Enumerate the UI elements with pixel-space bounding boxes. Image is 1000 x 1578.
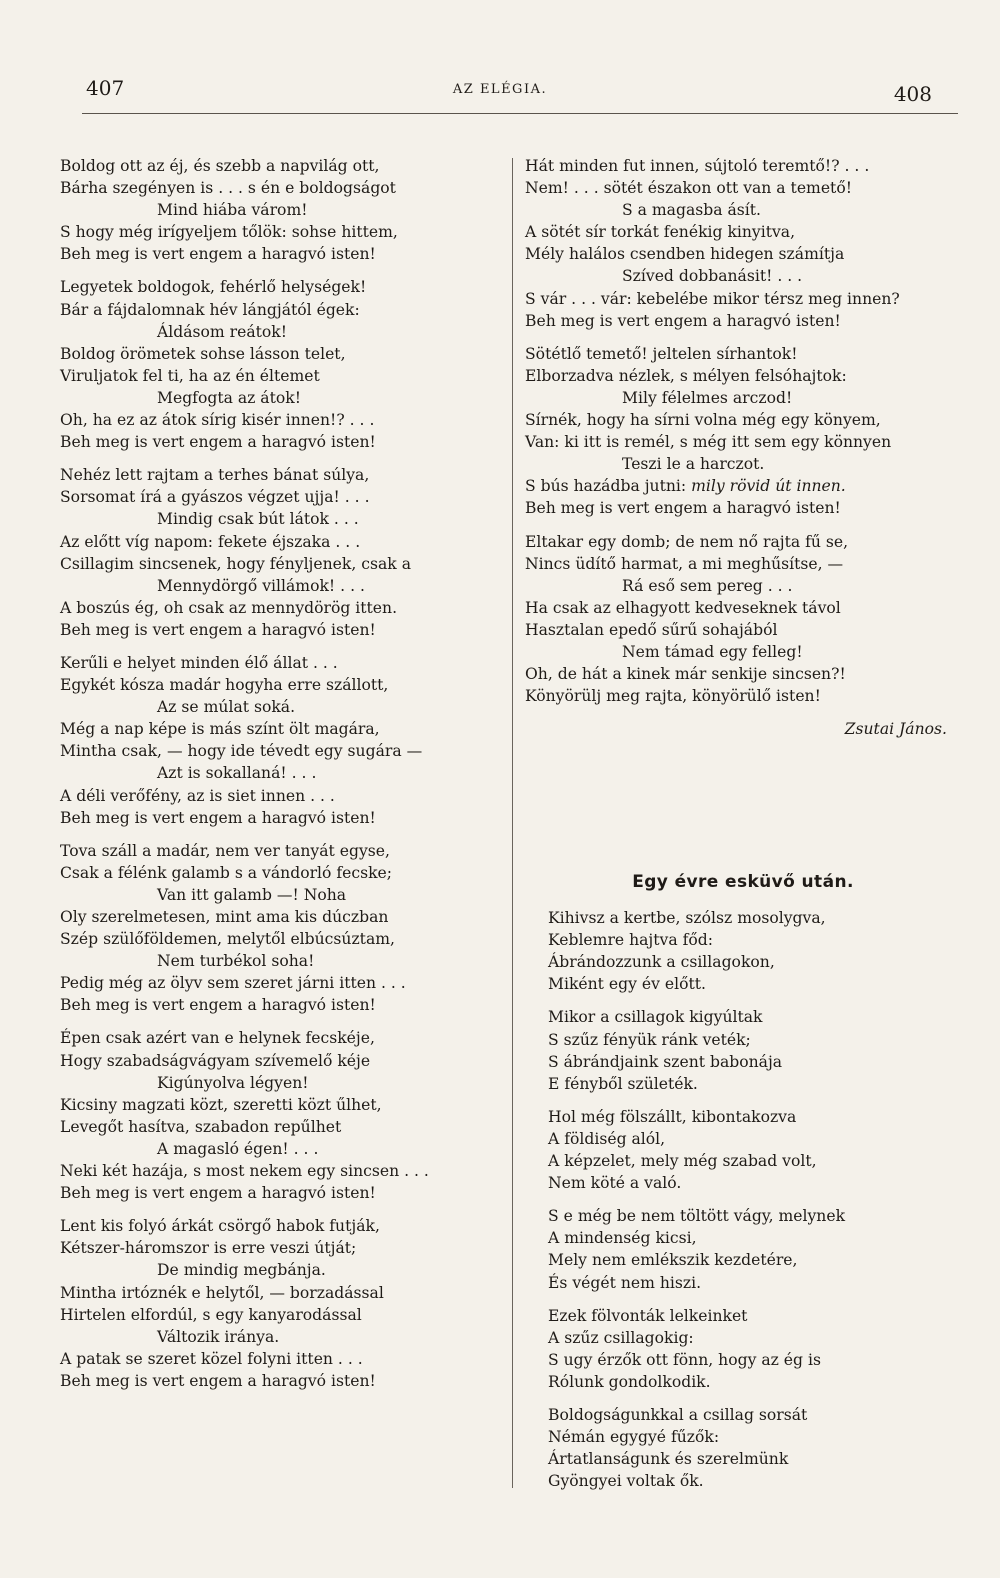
poem-line: Lent kis folyó árkát csörgő habok futják,: [60, 1217, 380, 1236]
poem-line: Hirtelen elfordúl, s egy kanyarodással: [60, 1305, 362, 1324]
poem-line: Teszi le a harczot.: [622, 455, 765, 474]
poem-line: A szűz csillagokig:: [548, 1328, 694, 1347]
poem-line: Elborzadva nézlek, s mélyen felsóhajtok:: [525, 366, 847, 385]
poem-line: Beh meg is vert engem a haragvó isten!: [525, 499, 841, 518]
poem-line: És végét nem hiszi.: [548, 1273, 702, 1292]
poem-line: Pedig még az ölyv sem szeret járni itten . . .: [60, 974, 406, 993]
poem-line: Bár a fájdalomnak hév lángjától égek:: [60, 300, 360, 319]
poem-line: Kerűli e helyet minden élő állat . . .: [60, 653, 338, 672]
poem-line: Ezek fölvonták lelkeinket: [548, 1306, 748, 1325]
poem-line: Tova száll a madár, nem ver tanyát egyse,: [60, 841, 390, 860]
poem-line: Oh, ha ez az átok sírig kisér innen!? . . .: [60, 411, 375, 430]
poem-line: S hogy még irígyeljem tőlök: sohse hittem,: [60, 223, 398, 242]
right-column-stanzas: [525, 155, 965, 707]
stanza: [60, 1027, 505, 1204]
stanza: [60, 155, 505, 265]
poem-line: Boldog ott az éj, és szebb a napvilág ott,: [60, 157, 380, 175]
poem-line: Sírnék, hogy ha sírni volna még egy könyem,: [525, 411, 881, 430]
poem-line: A mindenség kicsi,: [548, 1229, 697, 1248]
poem-line: S bús hazádba jutni: mily rövid út innen.: [525, 477, 846, 496]
poem-line: A patak se szeret közel folyni itten . . .: [60, 1349, 363, 1368]
poem-line: Könyörülj meg rajta, könyörülő isten!: [525, 687, 821, 706]
poem-line: A déli verőfény, az is siet innen . . .: [60, 786, 335, 805]
poem-line: Beh meg is vert engem a haragvó isten!: [60, 620, 376, 639]
poem-line: Beh meg is vert engem a haragvó isten!: [60, 1184, 376, 1203]
poem-line: Beh meg is vert engem a haragvó isten!: [60, 808, 376, 827]
poem-line: Mennydörgő villámok! . . .: [157, 576, 365, 595]
poem-line: Hol még fölszállt, kibontakozva: [548, 1107, 797, 1126]
poem-line: Oly szerelmetesen, mint ama kis dúczban: [60, 908, 389, 926]
poem-line: Oh, de hát a kinek már senkije sincsen?!: [525, 665, 846, 684]
poem-line: Némán egygyé fűzők:: [548, 1428, 720, 1447]
poem-line: Áldásom reátok!: [157, 322, 288, 341]
poem-line: Szíved dobbanásit! . . .: [622, 267, 803, 286]
poem-line: Hogy szabadságvágyam szívemelő kéje: [60, 1051, 371, 1070]
poem-line: Az előtt víg napom: fekete éjszaka . . .: [60, 532, 361, 551]
poem-line: Sorsomat írá a gyászos végzet ujja! . . .: [60, 488, 370, 507]
poem-line: A sötét sír torkát fenékig kinyitva,: [525, 223, 796, 242]
poem-line: Nem turbékol soha!: [157, 952, 315, 971]
stanza: [548, 1205, 948, 1293]
stanza: [60, 464, 505, 641]
poem-line: Beh meg is vert engem a haragvó isten!: [60, 245, 376, 264]
poem-line: Nem köté a való.: [548, 1174, 682, 1193]
poem-line: Van: ki itt is remél, s még itt sem egy könnyen: [525, 433, 892, 452]
stanza: [525, 343, 965, 520]
poem-line: S vár . . . vár: kebelébe mikor térsz meg innen?: [525, 289, 900, 308]
poem-line: Mintha irtóznék e helytől, — borzadással: [60, 1283, 384, 1302]
poem-line: Levegőt hasítva, szabadon repűlhet: [60, 1117, 342, 1136]
page-number-left: 407: [86, 76, 125, 100]
poem-line: Legyetek boldogok, fehérlő helységek!: [60, 278, 367, 297]
poem-line: Mikor a csillagok kigyúltak: [548, 1008, 763, 1027]
poem-line: Mély halálos csendben hidegen számítja: [525, 245, 845, 264]
poem-line: Mintha csak, — hogy ide tévedt egy sugára —: [60, 742, 423, 761]
poem2-title: Egy évre esküvő után.: [632, 872, 854, 892]
poem-line: Boldog örömetek sohse lásson telet,: [60, 344, 346, 363]
poem-line: S ábrándjaink szent babonája: [548, 1052, 783, 1071]
poem-line: A boszús ég, oh csak az mennydörög itten.: [60, 598, 398, 617]
page-number-right: 408: [893, 82, 932, 106]
poem-line: A képzelet, mely még szabad volt,: [548, 1152, 817, 1171]
poem-line: Ábrándozzunk a csillagokon,: [548, 953, 775, 972]
poem-line: Azt is sokallaná! . . .: [157, 764, 317, 783]
poem-line: A magasló égen! . . .: [157, 1139, 319, 1158]
poem-line: Rólunk gondolkodik.: [548, 1372, 711, 1391]
poem-line: Nehéz lett rajtam a terhes bánat súlya,: [60, 466, 370, 485]
poem-line: Ártatlanságunk és szerelmünk: [548, 1450, 789, 1469]
poem-line: Csillagim sincsenek, hogy fényljenek, csak a: [60, 554, 411, 573]
poem-line: Beh meg is vert engem a haragvó isten!: [60, 996, 376, 1015]
poem-line: Még a nap képe is más színt ölt magára,: [60, 720, 380, 739]
poem-line: De mindig megbánja.: [157, 1261, 326, 1280]
poem2-stanzas: [548, 907, 948, 1492]
stanza: [548, 1106, 948, 1194]
poem-line: Neki két hazája, s most nekem egy sincsen . . .: [60, 1162, 429, 1181]
poem-line: Kihivsz a kertbe, szólsz mosolygva,: [548, 909, 826, 928]
poem-line: Sötétlő temető! jeltelen sírhantok!: [525, 344, 798, 363]
left-column: [60, 155, 505, 1403]
column-divider: [512, 158, 513, 1488]
stanza: [548, 907, 948, 995]
stanza: [548, 1305, 948, 1393]
stanza: [60, 1215, 505, 1392]
poem-line: Beh meg is vert engem a haragvó isten!: [525, 311, 841, 330]
poem2: [548, 845, 948, 1503]
poem-line: Ha csak az elhagyott kedveseknek távol: [525, 598, 841, 617]
stanza: [548, 1404, 948, 1492]
poem-line: Bárha szegényen is . . . s én e boldogságot: [60, 179, 396, 198]
poem-line: Keblemre hajtva főd:: [548, 931, 713, 950]
poem-line: S a magasba ásít.: [622, 201, 762, 220]
running-title: AZ ELÉGIA.: [452, 82, 548, 97]
poem-line: Hát minden fut innen, sújtoló teremtő!? . . .: [525, 157, 870, 175]
poem-line: Boldogságunkkal a csillag sorsát: [548, 1405, 808, 1424]
poem-line: Hasztalan epedő sűrű sohajából: [525, 620, 778, 639]
poem-line: Épen csak azért van e helynek fecskéje,: [60, 1029, 375, 1048]
stanza: [525, 531, 965, 708]
poem-line: Beh meg is vert engem a haragvó isten!: [60, 433, 376, 452]
poem-line: E fényből születék.: [548, 1074, 698, 1093]
poem-line: Miként egy év előtt.: [548, 975, 706, 994]
stanza: [60, 840, 505, 1017]
poem-line: Szép szülőföldemen, melytől elbúcsúztam,: [60, 930, 395, 949]
emphasis: mily rövid út innen.: [691, 477, 846, 496]
poem-line: S e még be nem töltött vágy, melynek: [548, 1207, 846, 1226]
poem-line: S szűz fényük ránk veték;: [548, 1030, 751, 1049]
poem-line: Nem támad egy felleg!: [622, 642, 803, 661]
poem-line: Nem! . . . sötét északon ott van a temető!: [525, 179, 852, 198]
poem-line: Nincs üdítő harmat, a mi meghűsítse, —: [525, 554, 844, 573]
poem-line: Kigúnyolva légyen!: [157, 1073, 309, 1092]
poem-line: S ugy érzők ott fönn, hogy az ég is: [548, 1350, 821, 1369]
poem-line: Mindig csak bút látok . . .: [157, 510, 359, 529]
stanza: [525, 155, 965, 332]
poem-line: Rá eső sem pereg . . .: [622, 576, 793, 595]
poem-line: Gyöngyei voltak ők.: [548, 1472, 704, 1491]
poem-line: Kétszer-háromszor is erre veszi útját;: [60, 1239, 357, 1258]
poem-line: Kicsiny magzati közt, szeretti közt űlhet,: [60, 1095, 382, 1114]
poem-line: Mind hiába várom!: [157, 201, 308, 220]
poem-line: Viruljatok fel ti, ha az én éltemet: [60, 366, 320, 385]
header-rule: [82, 113, 958, 114]
stanza: [548, 1006, 948, 1094]
right-column: [525, 155, 965, 740]
poem-line: A földiség alól,: [548, 1129, 666, 1148]
poem-line: Csak a félénk galamb s a vándorló fecske;: [60, 863, 393, 882]
stanza: [60, 276, 505, 453]
poem-line: Változik iránya.: [157, 1327, 280, 1346]
poem-line: Mily félelmes arczod!: [622, 388, 793, 407]
poem-line: Az se múlat soká.: [157, 698, 296, 717]
poem-line: Van itt galamb —! Noha: [157, 885, 347, 904]
stanza: [60, 652, 505, 829]
poem-line: Beh meg is vert engem a haragvó isten!: [60, 1371, 376, 1390]
poem-line: Egykét kósza madár hogyha erre szállott,: [60, 676, 389, 695]
signature: Zsutai János.: [844, 720, 947, 739]
poem-line: Megfogta az átok!: [157, 388, 301, 407]
poem-line: Eltakar egy domb; de nem nő rajta fű se,: [525, 532, 849, 551]
poem-line: Mely nem emlékszik kezdetére,: [548, 1251, 798, 1270]
